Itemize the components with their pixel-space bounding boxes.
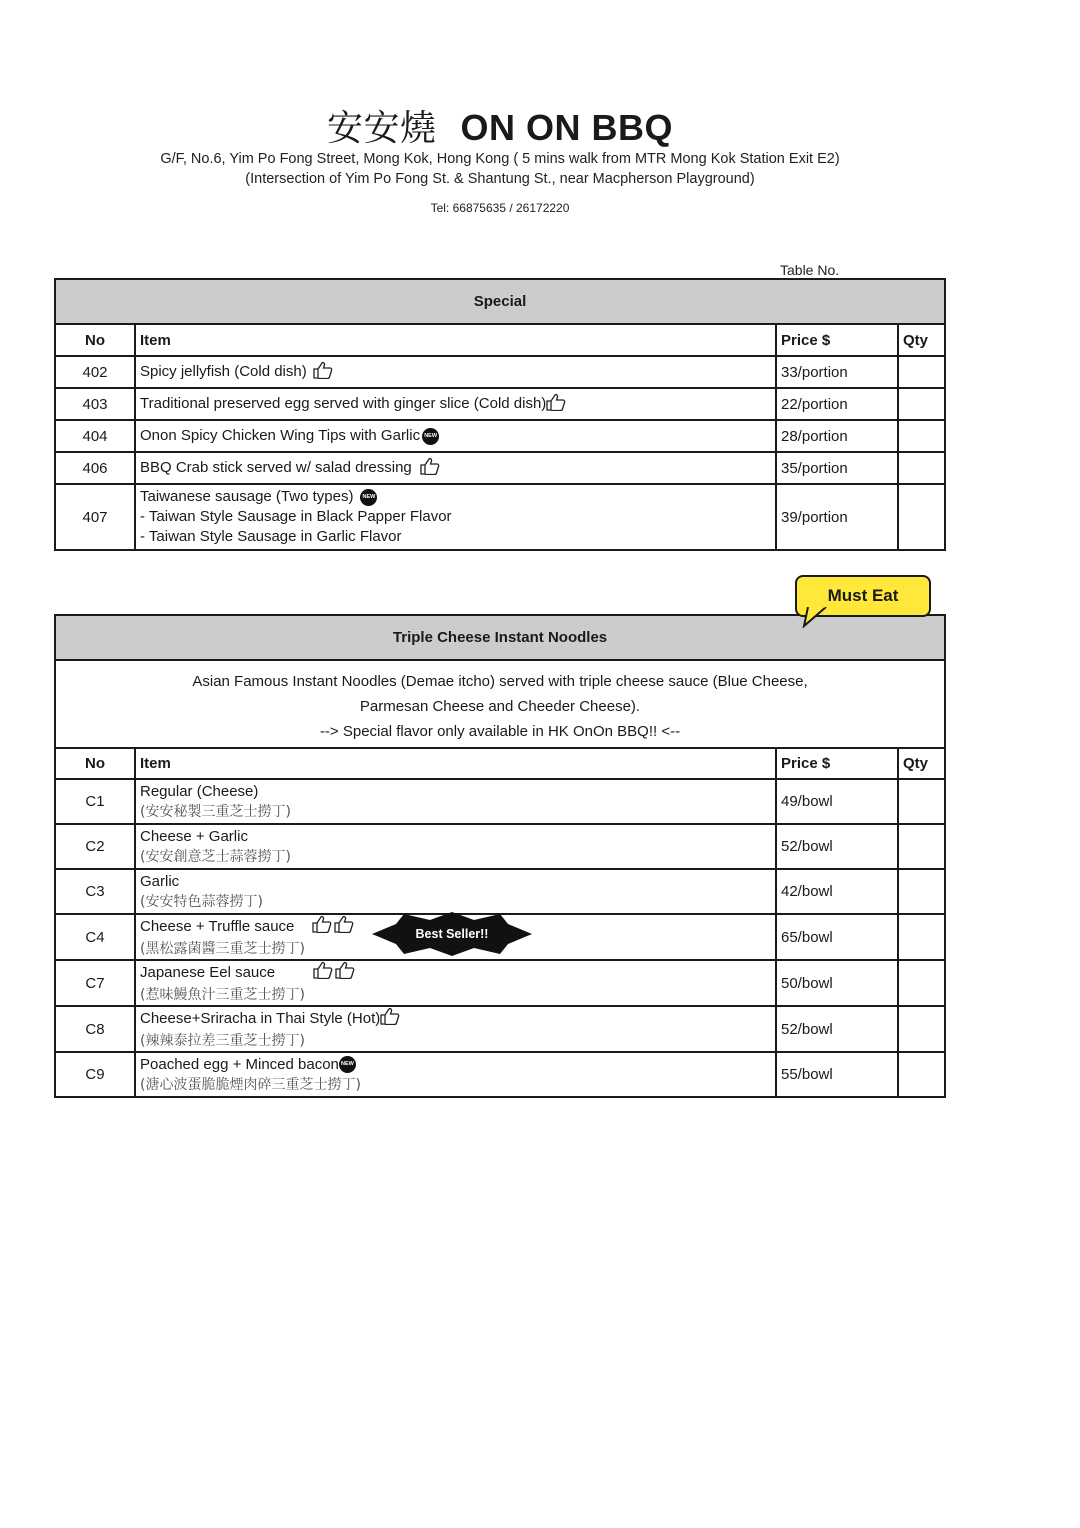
item-price: 33/portion [776,356,898,388]
description-line: Asian Famous Instant Noodles (Demae itcho) served with triple cheese sauce (Blue Cheese, [192,673,808,690]
table-row [55,1006,945,1052]
item-name-cell [135,484,776,550]
item-name: Taiwanese sausage (Two types) [140,488,354,505]
item-qty[interactable] [898,914,945,960]
item-name: Spicy jellyfish (Cold dish) [140,362,307,380]
item-qty[interactable] [898,869,945,914]
item-name: BBQ Crab stick served w/ salad dressing [140,458,412,476]
column-header-price: Price $ [776,748,898,779]
item-price: 55/bowl [776,1052,898,1097]
table-row [55,452,945,484]
thumbs-up-icon [334,915,354,939]
item-no: C4 [55,914,135,960]
column-header-item: Item [135,748,776,779]
address-line-1: G/F, No.6, Yim Po Fong Street, Mong Kok, Hong Kong ( 5 mins walk from MTR Mong Kok Station Exit E2) [160,151,840,167]
table-row [55,960,945,1006]
special-section-title: Special [55,279,945,324]
callout-pointer-icon [800,607,840,629]
thumbs-up-icon [335,961,355,985]
special-menu-table [54,278,946,551]
item-no: C7 [55,960,135,1006]
item-qty[interactable] [898,779,945,824]
column-header-price: Price $ [776,324,898,356]
item-price: 49/bowl [776,779,898,824]
table-row [55,420,945,452]
column-header-qty: Qty [898,748,945,779]
item-chinese-name: (安安秘製三重芝士撈丁) [140,803,291,820]
table-row [55,779,945,824]
item-qty[interactable] [898,960,945,1006]
item-name-cell [135,960,776,1006]
table-row [55,356,945,388]
item-name: Garlic [140,872,180,890]
item-price: 42/bowl [776,869,898,914]
new-badge-icon: NEW [422,428,439,445]
noodles-menu-table [54,614,946,1098]
noodles-description [55,660,945,748]
item-name-cell [135,1006,776,1052]
item-qty[interactable] [898,420,945,452]
item-name: Onon Spicy Chicken Wing Tips with Garlic [140,427,421,445]
item-no: C9 [55,1052,135,1097]
item-name: Japanese Eel sauce [140,963,276,981]
thumbs-up-icon [313,361,333,383]
item-price: 28/portion [776,420,898,452]
item-price: 35/portion [776,452,898,484]
item-qty[interactable] [898,356,945,388]
item-qty[interactable] [898,824,945,869]
item-name: Cheese + Garlic [140,827,248,845]
item-variant: - Taiwan Style Sausage in Black Papper Flavor [140,508,452,525]
item-price: 52/bowl [776,824,898,869]
column-header-qty: Qty [898,324,945,356]
item-chinese-name: (溏心波蛋脆脆煙肉碎三重芝士撈丁) [140,1076,361,1093]
thumbs-up-icon [313,961,333,985]
item-name-cell [135,869,776,914]
item-name-cell [135,824,776,869]
item-price: 52/bowl [776,1006,898,1052]
new-badge-icon: NEW [339,1056,356,1073]
item-name-cell [135,356,776,388]
item-name-cell [135,779,776,824]
thumbs-up-icon [380,1007,400,1031]
address-line-2: (Intersection of Yim Po Fong St. & Shantung St., near Macpherson Playground) [245,171,755,187]
description-line: --> Special flavor only available in HK OnOn BBQ!! <-- [319,723,681,740]
thumbs-up-icon [312,915,332,939]
restaurant-title [0,100,1000,151]
item-chinese-name: (安安創意芝士蒜蓉撈丁) [140,848,291,865]
restaurant-title-english: ON ON BBQ [460,107,674,148]
table-header-row [55,324,945,356]
item-chinese-name: (惹味鰻魚汁三重芝士撈丁) [140,987,305,1003]
column-header-no: No [55,748,135,779]
item-name-cell [135,420,776,452]
item-name: Traditional preserved egg served with ginger slice (Cold dish) [140,394,547,412]
item-variant: - Taiwan Style Sausage in Garlic Flavor [140,528,402,545]
item-no: 406 [55,452,135,484]
item-name: Poached egg + Minced bacon [140,1055,339,1073]
table-row [55,1052,945,1097]
item-no: 407 [55,484,135,550]
table-row [55,824,945,869]
description-line: Parmesan Cheese and Cheeder Cheese). [359,698,641,715]
table-row [55,388,945,420]
item-qty[interactable] [898,388,945,420]
table-number-label: Table No. [780,262,840,278]
item-price: 65/bowl [776,914,898,960]
item-no: C2 [55,824,135,869]
item-no: 404 [55,420,135,452]
noodles-section-title: Triple Cheese Instant Noodles [55,615,945,660]
item-no: 402 [55,356,135,388]
item-name-cell [135,388,776,420]
item-name-cell [135,1052,776,1097]
item-qty[interactable] [898,1006,945,1052]
item-no: C8 [55,1006,135,1052]
table-row [55,484,945,550]
restaurant-title-chinese: 安安燒 [326,108,437,149]
thumbs-up-icon [546,393,566,415]
column-header-no: No [55,324,135,356]
item-chinese-name: (安安特色蒜蓉撈丁) [140,893,263,910]
best-seller-badge [372,912,532,956]
item-qty[interactable] [898,1052,945,1097]
item-price: 50/bowl [776,960,898,1006]
item-no: C1 [55,779,135,824]
telephone: Tel: 66875635 / 26172220 [430,201,570,215]
item-name: Cheese + Truffle sauce [140,917,295,935]
item-qty[interactable] [898,452,945,484]
best-seller-label: Best Seller!! [415,927,489,941]
item-chinese-name: (黑松露菌醬三重芝士撈丁) [140,941,305,957]
column-header-item: Item [135,324,776,356]
item-price: 39/portion [776,484,898,550]
item-name: Regular (Cheese) [140,782,259,800]
must-eat-callout: Must Eat [795,575,931,617]
new-badge-icon: NEW [360,489,377,506]
item-chinese-name: (辣辣泰拉差三重芝士撈丁) [140,1033,305,1049]
item-name: Cheese+Sriracha in Thai Style (Hot) [140,1009,381,1027]
item-no: C3 [55,869,135,914]
thumbs-up-icon [420,457,440,479]
table-header-row [55,748,945,779]
item-name-cell [135,452,776,484]
item-no: 403 [55,388,135,420]
item-qty[interactable] [898,484,945,550]
item-price: 22/portion [776,388,898,420]
table-row [55,869,945,914]
